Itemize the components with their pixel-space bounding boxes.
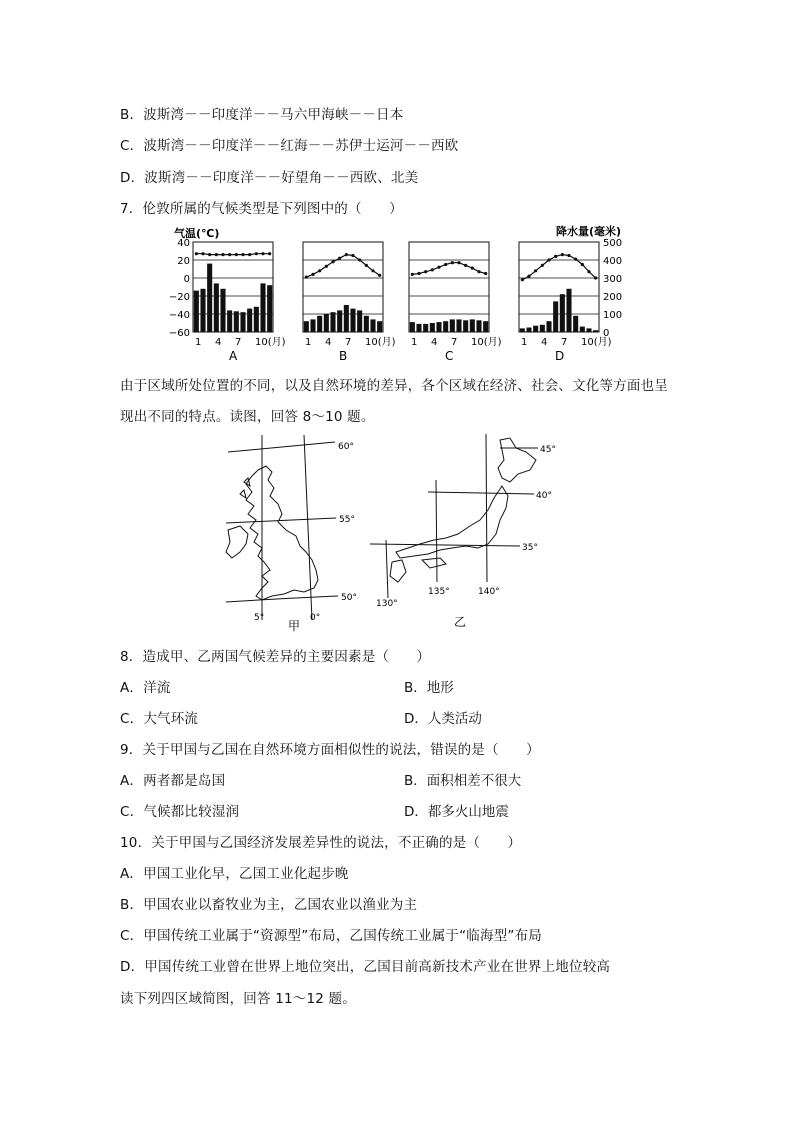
month-tick-label: 1 xyxy=(521,337,528,348)
map-yi-hokkaido xyxy=(498,438,536,482)
map-jia-label: 甲 xyxy=(288,619,301,633)
temp-point xyxy=(195,252,198,255)
precip-bar xyxy=(586,328,591,332)
panel-label: B xyxy=(339,349,348,363)
temp-point xyxy=(351,254,354,257)
q10-option-d: D．甲国传统工业曾在世界上地位突出，乙国目前高新技术产业在世界上地位较高 xyxy=(120,959,611,975)
month-tick-label: 4 xyxy=(541,337,548,348)
precip-bar xyxy=(240,312,245,332)
precip-bar xyxy=(436,322,441,332)
temp-point xyxy=(228,253,231,256)
temp-line xyxy=(196,254,269,255)
precip-bar xyxy=(227,310,232,332)
panel-label: C xyxy=(445,349,454,363)
precip-bar xyxy=(573,316,578,332)
temp-point xyxy=(464,264,467,267)
precip-bar xyxy=(344,305,349,332)
map-jia-lat-50 xyxy=(226,596,338,602)
temp-point xyxy=(268,252,271,255)
precip-bar xyxy=(254,307,259,332)
month-tick-label: 7 xyxy=(451,337,458,348)
precip-bar xyxy=(200,289,205,332)
precip-bar xyxy=(566,289,571,332)
temp-point xyxy=(221,253,224,256)
precip-bar xyxy=(456,319,461,332)
panel-label: A xyxy=(229,349,238,363)
map-yi-kyushu xyxy=(390,560,406,582)
month-tick-label: 7 xyxy=(235,337,242,348)
map-yi-shikoku xyxy=(422,558,446,568)
precip-bar xyxy=(350,309,355,332)
temp-tick-label: 0 xyxy=(183,274,190,285)
intro-line-1: 由于区域所处位置的不同，以及自然环境的差异，各个区域在经济、社会、文化等方面也呈 xyxy=(120,378,668,394)
map-jia-lat-60-label: 60° xyxy=(338,442,354,452)
precip-tick-label: 500 xyxy=(603,238,623,249)
temp-line xyxy=(522,255,595,280)
q6-option-c: C．波斯湾－－印度洋－－红海－－苏伊士运河－－西欧 xyxy=(120,138,459,154)
temp-point xyxy=(235,253,238,256)
temp-point xyxy=(594,276,597,279)
month-tick-label: 7 xyxy=(345,337,352,348)
temp-point xyxy=(365,264,368,267)
precip-tick-label: 200 xyxy=(603,292,623,303)
q6-option-d: D．波斯湾－－印度洋－－好望角－－西欧、北美 xyxy=(120,170,419,186)
precip-bar xyxy=(526,328,531,333)
precip-bar xyxy=(234,311,239,332)
temp-point xyxy=(554,255,557,258)
map-yi xyxy=(370,434,538,598)
precip-bar xyxy=(330,312,335,332)
temp-point xyxy=(311,273,314,276)
map-yi-lon-130-label: 130° xyxy=(376,599,398,609)
temp-point xyxy=(444,263,447,266)
map-jia-ireland xyxy=(226,526,248,558)
precip-bar xyxy=(540,325,545,332)
month-tick-label: 10(月) xyxy=(255,337,286,348)
map-yi-label: 乙 xyxy=(454,615,467,629)
map-jia-lat-55-label: 55° xyxy=(339,515,355,525)
temp-point xyxy=(358,258,361,261)
temp-point xyxy=(248,253,251,256)
precip-bar xyxy=(560,294,565,332)
temp-point xyxy=(325,265,328,268)
intro-line-2: 现出不同的特点。读图，回答 8～10 题。 xyxy=(120,409,375,425)
q8-option-c: C．大气环流 xyxy=(120,711,199,727)
chart-panel-D xyxy=(519,242,612,363)
precip-tick-label: 400 xyxy=(603,256,623,267)
precip-bar xyxy=(470,319,475,332)
temp-point xyxy=(574,258,577,261)
precip-bar xyxy=(364,316,369,332)
map-jia xyxy=(226,435,338,620)
q8-option-d: D．人类活动 xyxy=(404,711,482,727)
temp-point xyxy=(484,272,487,275)
q7-stem: 7．伦敦所属的气候类型是下列图中的（ ） xyxy=(120,201,403,217)
map-yi-lon-135-label: 135° xyxy=(428,587,450,597)
temp-point xyxy=(331,260,334,263)
temp-point xyxy=(424,270,427,273)
chart-frame xyxy=(409,242,489,332)
temp-line xyxy=(412,263,485,275)
month-tick-label: 4 xyxy=(215,337,222,348)
temp-tick-label: −40 xyxy=(168,310,190,321)
temp-point xyxy=(581,263,584,266)
q10-option-a: A．甲国工业化早，乙国工业化起步晚 xyxy=(120,866,349,882)
precip-bar xyxy=(310,319,315,332)
temp-point xyxy=(305,276,308,279)
month-tick-label: 1 xyxy=(411,337,418,348)
precip-bar xyxy=(476,320,481,332)
precip-bar xyxy=(324,314,329,332)
precip-bar xyxy=(450,319,455,332)
q10-option-b: B．甲国农业以畜牧业为主，乙国农业以渔业为主 xyxy=(120,897,418,913)
temp-point xyxy=(437,266,440,269)
temp-point xyxy=(371,269,374,272)
q8-option-b: B．地形 xyxy=(404,680,454,696)
q9-option-b: B．面积相差不很大 xyxy=(404,773,522,789)
precip-bar xyxy=(443,321,448,332)
temp-point xyxy=(561,253,564,256)
map-yi-lat-40 xyxy=(428,492,534,494)
precip-bar xyxy=(260,283,265,332)
month-tick-label: 10(月) xyxy=(581,337,612,348)
q8-option-a: A．洋流 xyxy=(120,680,171,696)
temp-axis-ticks xyxy=(169,238,190,339)
q11-intro: 读下列四区域简图，回答 11～12 题。 xyxy=(120,991,356,1007)
precip-bar xyxy=(416,324,421,332)
q9-option-a: A．两者都是岛国 xyxy=(120,773,226,789)
q9-option-c: C．气候都比较湿润 xyxy=(120,804,240,820)
precip-axis-ticks xyxy=(603,238,622,339)
precip-bar xyxy=(520,328,525,332)
temp-point xyxy=(451,261,454,264)
precip-bar xyxy=(304,321,309,332)
precip-bar xyxy=(410,322,415,332)
temp-point xyxy=(457,261,460,264)
q10-option-c: C．甲国传统工业属于“资源型”布局，乙国传统工业属于“临海型”布局 xyxy=(120,928,543,944)
temp-point xyxy=(345,253,348,256)
temp-point xyxy=(477,270,480,273)
precip-bar xyxy=(194,291,199,332)
month-tick-label: 10(月) xyxy=(471,337,502,348)
temp-point xyxy=(201,252,204,255)
temp-point xyxy=(411,273,414,276)
precip-bar xyxy=(337,310,342,332)
map-yi-honshu xyxy=(396,486,508,558)
temp-point xyxy=(471,267,474,270)
map-yi-lat-35 xyxy=(370,544,520,546)
precip-bar xyxy=(207,264,212,332)
precip-bar xyxy=(533,326,538,332)
chart-frame xyxy=(303,242,383,332)
map-yi-lon-140-label: 140° xyxy=(478,587,500,597)
month-tick-label: 10(月) xyxy=(365,337,396,348)
map-yi-lon-130 xyxy=(386,540,388,598)
precip-tick-label: 0 xyxy=(603,328,610,339)
temp-point xyxy=(261,252,264,255)
precip-bar xyxy=(546,321,551,332)
precip-bar xyxy=(463,320,468,332)
map-figure xyxy=(0,430,794,640)
precip-bar xyxy=(370,319,375,332)
map-jia-lon-5-label: 5° xyxy=(254,613,265,623)
temp-point xyxy=(215,253,218,256)
map-yi-lat-45-label: 45° xyxy=(540,445,556,455)
map-jia-lat-60 xyxy=(228,442,335,452)
map-yi-lon-140 xyxy=(486,434,487,582)
precip-bar xyxy=(430,323,435,332)
temp-tick-label: 40 xyxy=(177,238,190,249)
temp-point xyxy=(541,264,544,267)
precip-bar xyxy=(593,330,598,332)
panel-label: D xyxy=(555,349,565,363)
q8-stem: 8．造成甲、乙两国气候差异的主要因素是（ ） xyxy=(120,649,431,665)
precip-bar xyxy=(214,283,219,332)
temp-point xyxy=(431,268,434,271)
temp-point xyxy=(587,270,590,273)
precip-tick-label: 100 xyxy=(603,310,623,321)
precip-bar xyxy=(483,321,488,332)
temp-point xyxy=(527,275,530,278)
precip-bar xyxy=(377,321,382,332)
temp-point xyxy=(521,278,524,281)
temp-point xyxy=(255,252,258,255)
q9-option-d: D．都多火山地震 xyxy=(404,804,509,820)
map-jia-lon-0-label: 0° xyxy=(310,613,321,623)
precip-bar xyxy=(423,324,428,332)
chart-panels xyxy=(193,242,612,363)
temp-tick-label: −60 xyxy=(168,328,190,339)
temp-point xyxy=(241,253,244,256)
chart-panel-A xyxy=(193,242,286,363)
month-tick-label: 1 xyxy=(195,337,202,348)
map-yi-lat-40-label: 40° xyxy=(536,491,552,501)
map-jia-lat-55 xyxy=(226,518,336,523)
q10-stem: 10．关于甲国与乙国经济发展差异性的说法，不正确的是（ ） xyxy=(120,835,522,851)
precip-bar xyxy=(553,301,558,332)
temp-tick-label: 20 xyxy=(177,256,190,267)
map-jia-lat-50-label: 50° xyxy=(341,593,357,603)
temp-point xyxy=(417,272,420,275)
precip-bar xyxy=(267,285,272,332)
precip-bar xyxy=(220,289,225,332)
month-tick-label: 7 xyxy=(561,337,568,348)
map-jia-coast xyxy=(246,466,318,600)
precip-tick-label: 300 xyxy=(603,274,623,285)
temp-tick-label: −20 xyxy=(168,292,190,303)
temp-axis-label: 气温(℃) xyxy=(174,227,220,240)
precip-axis-label: 降水量(毫米) xyxy=(556,225,622,238)
temp-point xyxy=(378,274,381,277)
precip-bar xyxy=(580,327,585,332)
chart-panel-C xyxy=(409,242,502,363)
temp-point xyxy=(318,269,321,272)
month-tick-label: 1 xyxy=(305,337,312,348)
temp-point xyxy=(338,257,341,260)
month-tick-label: 4 xyxy=(431,337,438,348)
temp-point xyxy=(534,269,537,272)
q6-option-b: B．波斯湾－－印度洋－－马六甲海峡－－日本 xyxy=(120,107,404,123)
temp-line xyxy=(306,255,379,278)
month-tick-label: 4 xyxy=(325,337,332,348)
map-yi-lat-35-label: 35° xyxy=(522,543,538,553)
temp-point xyxy=(547,258,550,261)
temp-point xyxy=(567,254,570,257)
map-jia-lon-0 xyxy=(304,435,312,620)
precip-bar xyxy=(247,309,252,332)
precip-bar xyxy=(317,316,322,332)
climate-charts xyxy=(0,225,794,365)
precip-bar xyxy=(357,310,362,332)
q9-stem: 9．关于甲国与乙国在自然环境方面相似性的说法，错误的是（ ） xyxy=(120,742,540,758)
chart-panel-B xyxy=(303,242,396,363)
temp-point xyxy=(208,253,211,256)
